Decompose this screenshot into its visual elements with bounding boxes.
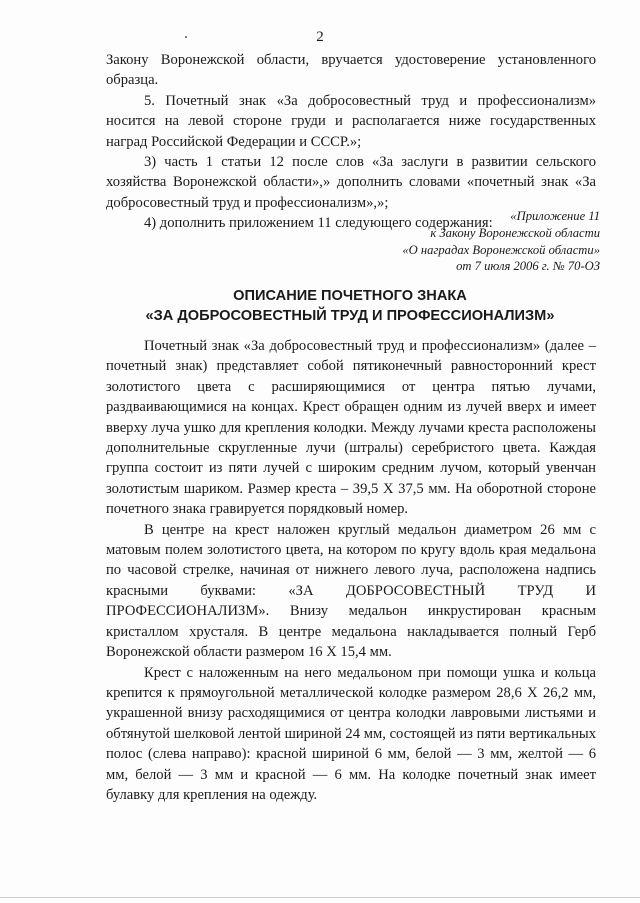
intro-block [106, 50, 596, 234]
page-number: 2 [316, 29, 324, 45]
description-paragraph-2: В центре на крест наложен круглый медальон диаметром 26 мм с матовым полем золотистого цвета, на котором по кругу вдоль края медальона по часовой стрелке, начиная от нижнего левого луча, расположена надпись красными буквами: «ЗА ДОБРОСОВЕСТНЫЙ ТРУД И ПРОФЕССИОНАЛИЗМ». Внизу медальон инкрустирован красным кристаллом хрусталя. В центре медальона накладывается полный Герб Воронежской области размером 16 X 15,4 мм. [106, 521, 596, 661]
description-paragraph-1: Почетный знак «За добросовестный труд и профессионализм» (далее – почетный знак) представляет собой пятиконечный равносторонний крест золотистого цвета с расширяющимися от центра пятью лучами, раздваивающимися на концах. Крест обращен одним из лучей вверх и имеет вверху луча ушко для крепления колодки. Между лучами креста расположены дополнительные скругленные лучи (штралы) серебристого цвета. Каждая группа состоит из пяти лучей с широким средним лучом, который увенчан золотистым шариком. Размер креста – 39,5 X 37,5 мм. На оборотной стороне почетного знака гравируется порядковый номер. [106, 338, 596, 518]
heading-line-2: «ЗА ДОБРОСОВЕСТНЫЙ ТРУД И ПРОФЕССИОНАЛИЗМ» [145, 307, 555, 324]
description-paragraph-3: Крест с наложенным на него медальоном при помощи ушка и кольца крепится к прямоугольной металлической колодке размером 28,6 X 26,2 мм, украшенной внизу расходящимися от центра колодки лавровыми листьями и обтянутой шелковой лентой шириной 24 мм, состоящей из пяти вертикальных полос (слева направо): красной шириной 6 мм, белой — 3 мм, желтой — 6 мм, белой — 3 мм и красной — 6 мм. На колодке почетный знак имеет булавку для крепления на одежду. [106, 664, 596, 803]
appendix-reference [300, 208, 600, 275]
appendix-ref-line: «Приложение 11 [510, 209, 600, 223]
appendix-ref-line: к Закону Воронежской области [430, 225, 600, 240]
page-bottom-edge [0, 897, 640, 898]
heading-line-1: ОПИСАНИЕ ПОЧЕТНОГО ЗНАКА [233, 288, 467, 304]
paragraph-5: 5. Почетный знак «За добросовестный труд и профессионализм» носится на левой стороне груди и располагается ниже государственных наград Российской Федерации и СССР.»; [106, 92, 596, 150]
item-4: 4) дополнить приложением 11 следующего содержания: [144, 215, 493, 232]
description-block [106, 336, 596, 805]
section-heading [80, 287, 620, 326]
appendix-ref-line: «О наградах Воронежской области» [402, 242, 600, 257]
intro-continuation: Закону Воронежской области, вручается удостоверение установленного образца. [106, 52, 596, 89]
appendix-ref-line: от 7 июля 2006 г. № 70-ОЗ [456, 259, 600, 274]
item-3: 3) часть 1 статьи 12 после слов «За заслуги в развитии сельского хозяйства Воронежской области»,» дополнить словами «почетный знак «За добросовестный труд и профессионализм»,»; [106, 154, 596, 211]
